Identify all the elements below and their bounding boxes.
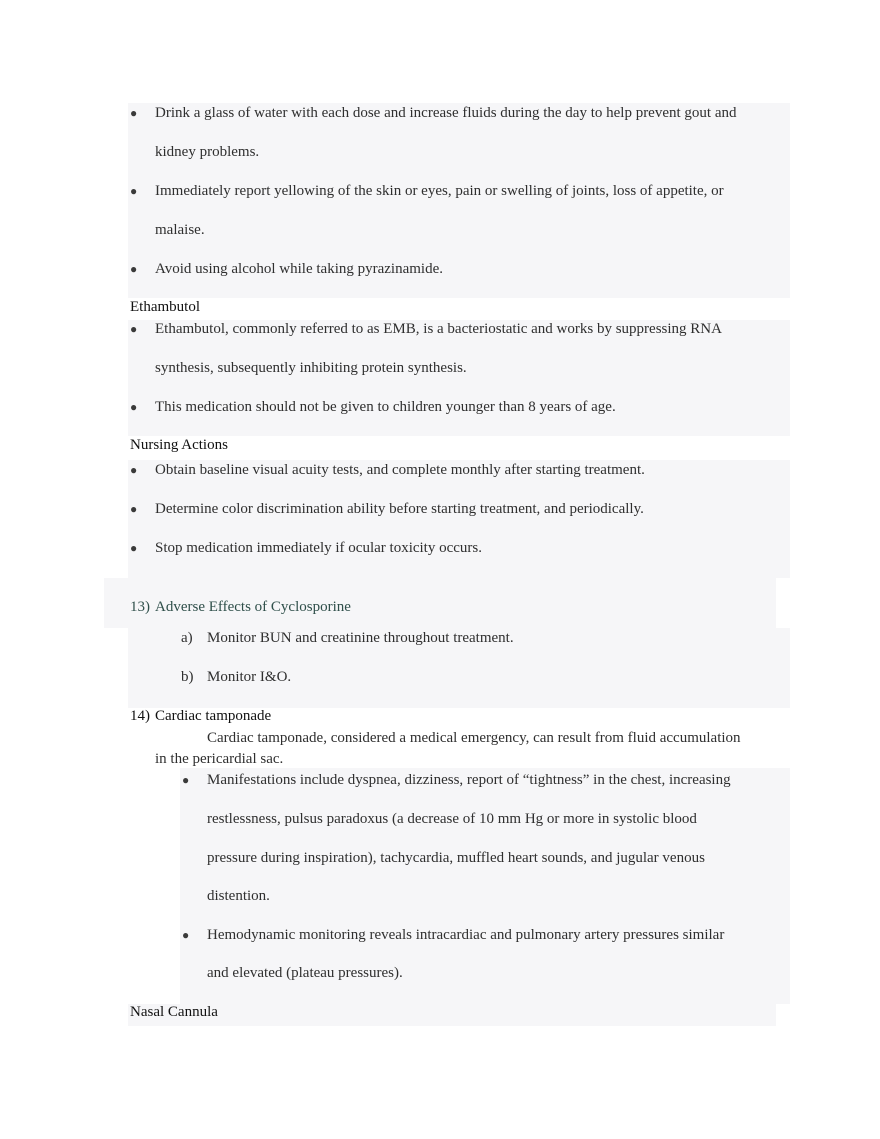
ethambutol-bullet2-line1: This medication should not be given to children younger than 8 years of age. xyxy=(155,399,616,415)
ethambutol-bullet1-line2: synthesis, subsequently inhibiting protein synthesis. xyxy=(155,360,467,376)
section14-paragraph-line1: Cardiac tamponade, considered a medical emergency, can result from fluid accumulation xyxy=(207,730,741,746)
section14-bullet1-line4: distention. xyxy=(207,888,270,904)
nursing-bullet2: Determine color discrimination ability before starting treatment, and periodically. xyxy=(155,501,644,517)
section14-number: 14) xyxy=(130,708,150,724)
nasal-cannula-heading: Nasal Cannula xyxy=(130,1004,218,1020)
section14-bullet2-line2: and elevated (plateau pressures). xyxy=(207,965,403,981)
block1-bullet1-line2: kidney problems. xyxy=(155,144,260,160)
bullet-glyph: ● xyxy=(130,184,138,198)
shade-block-7 xyxy=(128,1004,776,1026)
section13-item-b-marker: b) xyxy=(181,669,194,685)
ethambutol-heading: Ethambutol xyxy=(130,299,200,315)
section14-bullet1-line1: Manifestations include dyspnea, dizziness, report of “tightness” in the chest, increasing xyxy=(207,772,731,788)
ethambutol-bullet1-line1: Ethambutol, commonly referred to as EMB, is a bacteriostatic and works by suppressing RNA xyxy=(155,321,722,337)
bullet-glyph: ● xyxy=(182,928,190,942)
bullet-glyph: ● xyxy=(130,541,138,555)
nursing-bullet3: Stop medication immediately if ocular toxicity occurs. xyxy=(155,540,482,556)
section14-bullet1-line2: restlessness, pulsus paradoxus (a decrease of 10 mm Hg or more in systolic blood xyxy=(207,811,697,827)
bullet-glyph: ● xyxy=(130,322,138,336)
nursing-bullet1: Obtain baseline visual acuity tests, and complete monthly after starting treatment. xyxy=(155,462,645,478)
block1-bullet2-line1: Immediately report yellowing of the skin or eyes, pain or swelling of joints, loss of appetite, or xyxy=(155,183,724,199)
bullet-glyph: ● xyxy=(130,106,138,120)
section14-paragraph-line2: in the pericardial sac. xyxy=(155,751,284,767)
nursing-actions-heading: Nursing Actions xyxy=(130,437,228,453)
bullet-glyph: ● xyxy=(130,502,138,516)
bullet-glyph: ● xyxy=(182,773,190,787)
block1-bullet2-line2: malaise. xyxy=(155,222,205,238)
section14-bullet1-line3: pressure during inspiration), tachycardia, muffled heart sounds, and jugular venous xyxy=(207,850,705,866)
bullet-glyph: ● xyxy=(130,463,138,477)
section14-title: Cardiac tamponade xyxy=(155,708,272,724)
section13-item-a: Monitor BUN and creatinine throughout treatment. xyxy=(207,630,514,646)
bullet-glyph: ● xyxy=(130,400,138,414)
block1-bullet3-line1: Avoid using alcohol while taking pyrazinamide. xyxy=(155,261,443,277)
bullet-glyph: ● xyxy=(130,262,138,276)
block1-bullet1-line1: Drink a glass of water with each dose and increase fluids during the day to help prevent gout and xyxy=(155,105,737,121)
section13-title: Adverse Effects of Cyclosporine xyxy=(155,599,351,615)
section13-item-b: Monitor I&O. xyxy=(207,669,292,685)
section13-number: 13) xyxy=(130,599,150,615)
section13-item-a-marker: a) xyxy=(181,630,193,646)
section14-bullet2-line1: Hemodynamic monitoring reveals intracardiac and pulmonary artery pressures similar xyxy=(207,927,725,943)
